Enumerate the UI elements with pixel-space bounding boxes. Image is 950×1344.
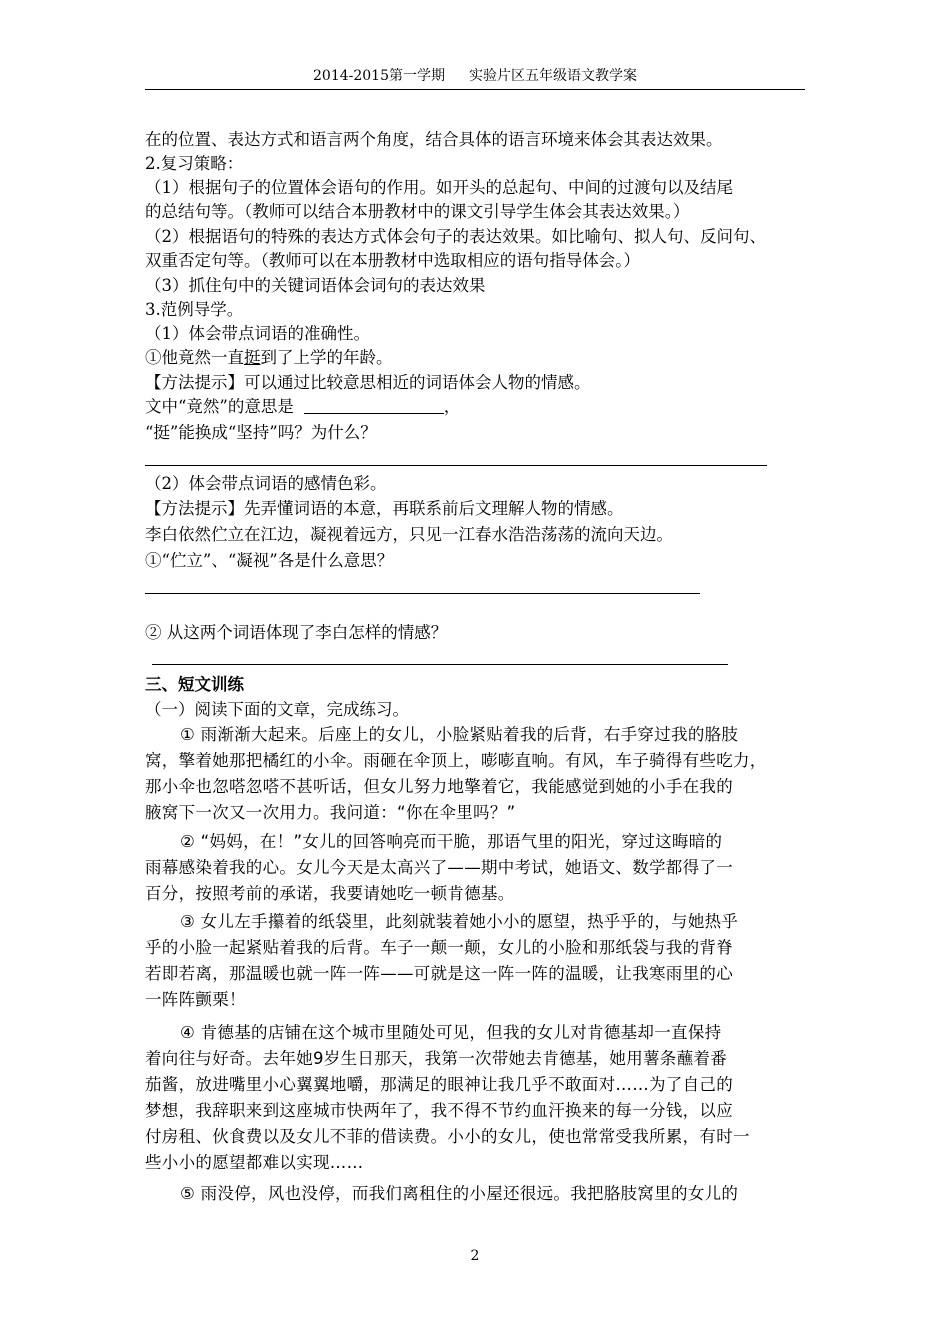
section3-subtitle: （一）阅读下面的文章，完成练习。 xyxy=(145,700,409,719)
example1-question1 xyxy=(145,395,460,419)
story-line: ① 雨渐渐大起来。后座上的女儿，小脸紧贴着我的后背，右手穿过我的胳肢 xyxy=(180,725,739,744)
example2-question2: ② 从这两个词语体现了李白怎样的情感？ xyxy=(145,623,448,642)
example2-sentence: 李白依然伫立在江边，凝视着远方，只见一江春水浩浩荡荡的流向天边。 xyxy=(145,525,673,544)
header-title: 实验片区五年级语文教学案 xyxy=(469,68,637,84)
answer-blank-1[interactable] xyxy=(304,397,444,414)
story-line: 百分，按照考前的承诺，我要请她吃一顿肯德基。 xyxy=(145,884,515,903)
example1-sentence-pre: ①他竟然一直 xyxy=(145,348,244,367)
section3-title: 三、短文训练 xyxy=(145,675,244,694)
story-line: 一阵阵颤栗！ xyxy=(145,990,246,1009)
strategy-2a: （2）根据语句的特殊的表达方式体会句子的表达效果。如比喻句、拟人句、反问句、 xyxy=(145,227,766,246)
story-line: 窝，擎着她那把橘红的小伞。雨砸在伞顶上，嘭嘭直响。有风，车子骑得有些吃力， xyxy=(145,751,767,770)
strategy-2b: 双重否定句等。（教师可以在本册教材中选取相应的语句指导体会。） xyxy=(145,251,640,270)
header-rule xyxy=(145,89,805,90)
example2-tip: 【方法提示】先弄懂词语的本意，再联系前后文理解人物的情感。 xyxy=(145,499,624,518)
story-line: ② “妈妈，在！”女儿的回答响亮而干脆，那语气里的阳光，穿过这晦暗的 xyxy=(180,832,723,851)
story-line: 若即若离，那温暖也就一阵一阵——可就是这一阵一阵的温暖，让我寒雨里的心 xyxy=(145,964,733,983)
dotted-word: 挺 xyxy=(244,348,261,367)
page-header xyxy=(145,66,805,86)
answer-line-2[interactable] xyxy=(145,465,767,466)
story-line: 茄酱，放进嘴里小心翼翼地嚼，那满足的眼神让我几乎不敢面对……为了自己的 xyxy=(145,1075,733,1094)
story-line: 着向往与好奇。去年她9岁生日那天，我第一次带她去肯德基，她用薯条蘸着番 xyxy=(145,1049,727,1068)
strategy-1b: 的总结句等。（教师可以结合本册教材中的课文引导学生体会其表达效果。） xyxy=(145,202,690,221)
q1-post: ， xyxy=(443,397,461,416)
story-line: ④ 肯德基的店铺在这个城市里随处可见，但我的女儿对肯德基却一直保持 xyxy=(180,1023,722,1042)
page-number: 2 xyxy=(470,1248,480,1264)
example-title: 3.范例导学。 xyxy=(145,300,244,319)
header-term: 2014-2015第一学期 xyxy=(313,68,445,84)
strategy-3: （3）抓住句中的关键词语体会词句的表达效果 xyxy=(145,276,486,295)
q1-label: 文中“竟然”的意思是 xyxy=(145,397,294,416)
story-line: 些小小的愿望都难以实现…… xyxy=(145,1153,364,1172)
story-line: ③ 女儿左手攥着的纸袋里，此刻就装着她小小的愿望，热乎乎的，与她热乎 xyxy=(180,912,739,931)
answer-line-3[interactable] xyxy=(145,593,700,594)
story-line: 那小伞也忽嗒忽嗒不甚听话，但女儿努力地擎着它，我能感觉到她的小手在我的 xyxy=(145,777,733,796)
story-line: 乎的小脸一起紧贴着我的后背。车子一颠一颠，女儿的小脸和那纸袋与我的背脊 xyxy=(145,938,733,957)
example1-question2: “挺”能换成“坚持”吗？为什么？ xyxy=(145,423,377,442)
story-line: 腋窝下一次又一次用力。我问道：“你在伞里吗？” xyxy=(145,803,516,822)
answer-line-4[interactable] xyxy=(152,664,728,665)
story-line: 梦想，我辞职来到这座城市快两年了，我不得不节约血汗换来的每一分钱，以应 xyxy=(145,1101,733,1120)
example1-title: （1）体会带点词语的准确性。 xyxy=(145,324,370,343)
example1-sentence xyxy=(145,346,393,370)
example1-tip: 【方法提示】可以通过比较意思相近的词语体会人物的情感。 xyxy=(145,373,591,392)
example2-title: （2）体会带点词语的感情色彩。 xyxy=(145,474,387,493)
story-line: 付房租、伙食费以及女儿不菲的借读费。小小的女儿，使也常常受我所累，有时一 xyxy=(145,1127,750,1146)
intro-line: 在的位置、表达方式和语言两个角度，结合具体的语言环境来体会其表达效果。 xyxy=(145,130,723,149)
example1-sentence-post: 到了上学的年龄。 xyxy=(260,348,393,367)
story-line: ⑤ 雨没停，风也没停，而我们离租住的小屋还很远。我把胳肢窝里的女儿的 xyxy=(180,1184,739,1203)
strategy-1a: （1）根据句子的位置体会语句的作用。如开头的总起句、中间的过渡句以及结尾 xyxy=(145,178,733,197)
example2-question1: ①“伫立”、“凝视”各是什么意思？ xyxy=(145,551,394,570)
strategy-title: 2.复习策略： xyxy=(145,154,244,173)
story-line: 雨幕感染着我的心。女儿今天是太高兴了——期中考试，她语文、数学都得了一 xyxy=(145,858,733,877)
